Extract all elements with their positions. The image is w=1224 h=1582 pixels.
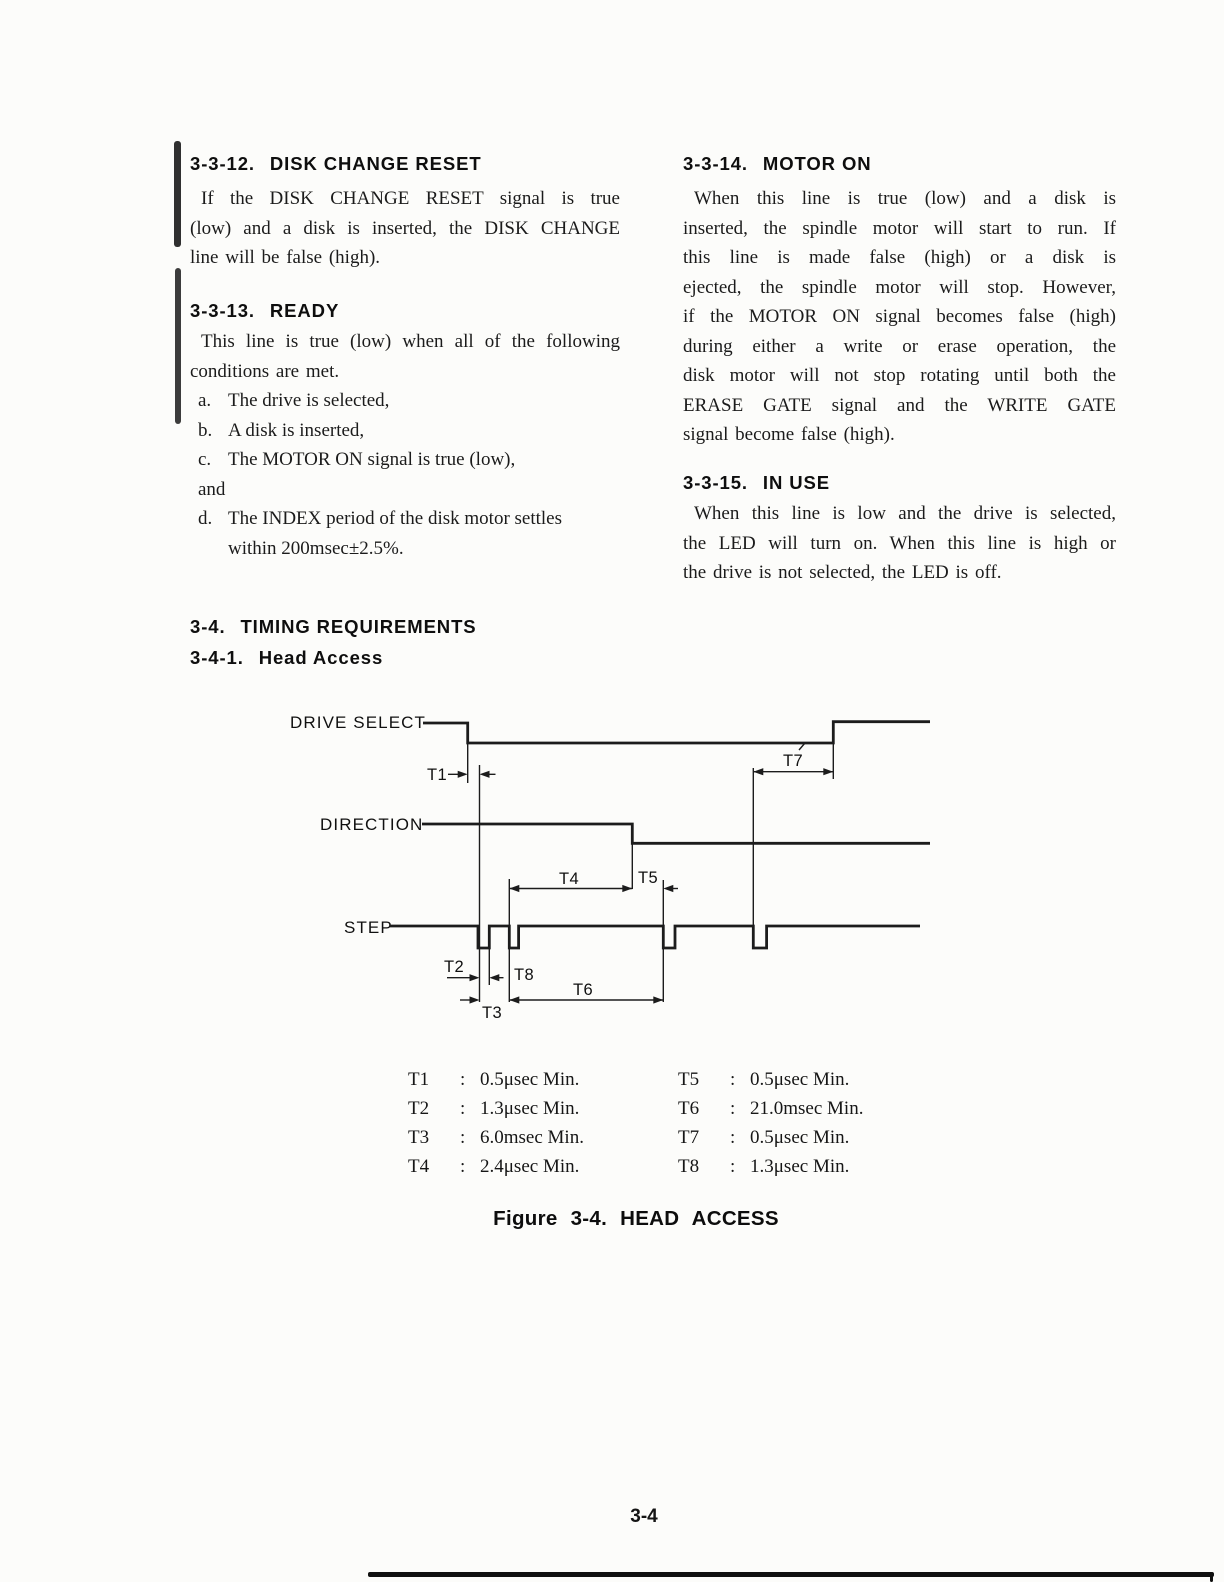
list-text: within 200msec±2.5%. (228, 537, 404, 559)
t2-left-arrowhead (489, 974, 499, 981)
scan-bottom-edge-artifact (368, 1572, 1214, 1577)
step-label: STEP (344, 918, 393, 937)
paragraph-line: This line is true (low) when all of the following (201, 331, 620, 352)
paragraph-line: this line is made false (high) or a disk is (683, 247, 1116, 268)
paragraph-line: ejected, the spindle motor will stop. However, (683, 276, 1116, 298)
list-text: The INDEX period of the disk motor settles (228, 508, 563, 529)
t6-left-arrowhead (509, 996, 519, 1003)
timing-value-row (678, 1155, 849, 1179)
timing-name: T4 (408, 1156, 430, 1177)
timing-value: 0.5μsec Min. (750, 1069, 850, 1090)
timing-separator: : (730, 1069, 736, 1090)
section-3-3-14-paragraph (683, 184, 1116, 450)
timing-name: T3 (408, 1127, 430, 1148)
paragraph-line: If the DISK CHANGE RESET signal is true (201, 188, 620, 209)
timing-value-row (408, 1068, 579, 1092)
paragraph-line: When this line is low and the drive is selected, (694, 503, 1116, 524)
section-title: TIMING REQUIREMENTS (240, 616, 477, 637)
list-marker: b. (198, 419, 213, 441)
paragraph-line: the LED will turn on. When this line is high or (683, 532, 1116, 554)
paragraph-line: When this line is true (low) and a disk is (694, 188, 1116, 209)
section-3-3-12-paragraph (190, 184, 620, 273)
section-heading-3-4 (190, 615, 477, 639)
section-number: 3-3-13. (190, 300, 255, 321)
paragraph-line: inserted, the spindle motor will start to run. If (683, 217, 1116, 239)
timing-name: T7 (678, 1127, 700, 1148)
list-item (190, 386, 620, 416)
t4-right-arrowhead (622, 885, 632, 892)
t6-label: T6 (573, 981, 594, 999)
timing-value: 1.3μsec Min. (480, 1098, 580, 1119)
timing-name: T1 (408, 1069, 430, 1090)
direction-waveform (422, 824, 930, 843)
timing-value-row (678, 1126, 849, 1150)
paragraph-line: during either a write or erase operation, the (683, 335, 1116, 357)
timing-value-row (408, 1097, 579, 1121)
paragraph-line: conditions are met. (190, 360, 340, 382)
step-waveform (390, 926, 920, 948)
section-number: 3-3-14. (683, 153, 748, 174)
section-title: READY (269, 300, 340, 321)
section-number: 3-4-1. (190, 647, 244, 668)
t1-label: T1 (427, 766, 448, 784)
section-heading-3-3-14 (683, 152, 872, 176)
section-title: MOTOR ON (762, 153, 872, 174)
timing-value: 0.5μsec Min. (750, 1127, 850, 1148)
t5-label: T5 (638, 869, 659, 887)
list-marker: d. (198, 508, 213, 529)
section-title: DISK CHANGE RESET (269, 153, 482, 174)
timing-separator: : (460, 1156, 466, 1177)
timing-value: 21.0msec Min. (750, 1098, 864, 1119)
timing-name: T8 (678, 1156, 700, 1177)
section-title: IN USE (762, 472, 831, 493)
t1-left-arrowhead (480, 771, 490, 778)
paragraph-line: disk motor will not stop rotating until both the (683, 365, 1116, 386)
timing-value-row (678, 1097, 863, 1121)
scan-streak-artifact (174, 141, 181, 247)
section-3-3-13-paragraph (190, 327, 620, 386)
t3-label: T3 (482, 1004, 503, 1022)
t4-left-arrowhead (509, 885, 519, 892)
ready-conditions-list (190, 386, 620, 563)
scan-streak-artifact (175, 268, 181, 424)
list-text: The drive is selected, (228, 390, 390, 411)
figure-caption: Figure 3-4. HEAD ACCESS (493, 1207, 779, 1230)
t4-label: T4 (559, 870, 580, 888)
timing-separator: : (730, 1156, 736, 1177)
timing-value: 1.3μsec Min. (750, 1156, 850, 1177)
list-item (190, 504, 620, 534)
t6-right-arrowhead (653, 996, 663, 1003)
timing-separator: : (460, 1069, 466, 1090)
timing-name: T6 (678, 1098, 700, 1119)
timing-name: T5 (678, 1069, 700, 1090)
drive-select-label: DRIVE SELECT (290, 713, 427, 732)
timing-name: T2 (408, 1098, 430, 1119)
list-item (190, 475, 620, 505)
timing-value: 0.5μsec Min. (480, 1069, 580, 1090)
section-title: Head Access (258, 647, 384, 668)
t1-right-arrowhead (458, 771, 468, 778)
timing-separator: : (460, 1127, 466, 1148)
list-text: and (198, 478, 226, 500)
t7-left-arrowhead (753, 768, 763, 775)
timing-value: 6.0msec Min. (480, 1127, 584, 1148)
page-number: 3-4 (630, 1506, 658, 1527)
t5-arrowhead (663, 885, 673, 892)
t3-right-arrowhead (470, 996, 480, 1003)
drive-select-waveform (423, 722, 930, 743)
timing-value-row (408, 1155, 579, 1179)
list-item (190, 416, 620, 446)
direction-label: DIRECTION (320, 815, 424, 834)
list-marker: a. (198, 390, 212, 411)
timing-separator: : (460, 1098, 466, 1119)
t7-right-arrowhead (823, 768, 833, 775)
t7-label: T7 (783, 752, 804, 770)
head-access-timing-diagram (280, 690, 935, 1030)
paragraph-line: (low) and a disk is inserted, the DISK CHANGE (190, 217, 620, 239)
list-text: A disk is inserted, (228, 419, 365, 441)
section-heading-3-3-13 (190, 299, 339, 323)
timing-value: 2.4μsec Min. (480, 1156, 580, 1177)
timing-value-row (678, 1068, 849, 1092)
section-number: 3-3-12. (190, 153, 255, 174)
paragraph-line: the drive is not selected, the LED is off. (683, 562, 1002, 583)
paragraph-line: if the MOTOR ON signal becomes false (high) (683, 306, 1116, 327)
section-heading-3-3-12 (190, 152, 482, 176)
t2-right-arrowhead (470, 974, 480, 981)
timing-separator: : (730, 1127, 736, 1148)
section-number: 3-4. (190, 616, 226, 637)
timing-separator: : (730, 1098, 736, 1119)
section-3-3-15-paragraph (683, 499, 1116, 588)
section-number: 3-3-15. (683, 472, 748, 493)
list-item (190, 445, 620, 475)
list-item-continuation (190, 534, 620, 564)
scan-bottom-edge-artifact (1210, 1572, 1213, 1582)
t8-label: T8 (514, 966, 535, 984)
list-text: The MOTOR ON signal is true (low), (228, 449, 516, 470)
section-heading-3-4-1 (190, 646, 383, 670)
paragraph-line: signal become false (high). (683, 424, 895, 445)
t2-label: T2 (444, 958, 465, 976)
timing-value-row (408, 1126, 584, 1150)
section-heading-3-3-15 (683, 471, 830, 495)
paragraph-line: ERASE GATE signal and the WRITE GATE (683, 394, 1116, 416)
list-marker: c. (198, 449, 212, 470)
paragraph-line: line will be false (high). (190, 247, 381, 268)
